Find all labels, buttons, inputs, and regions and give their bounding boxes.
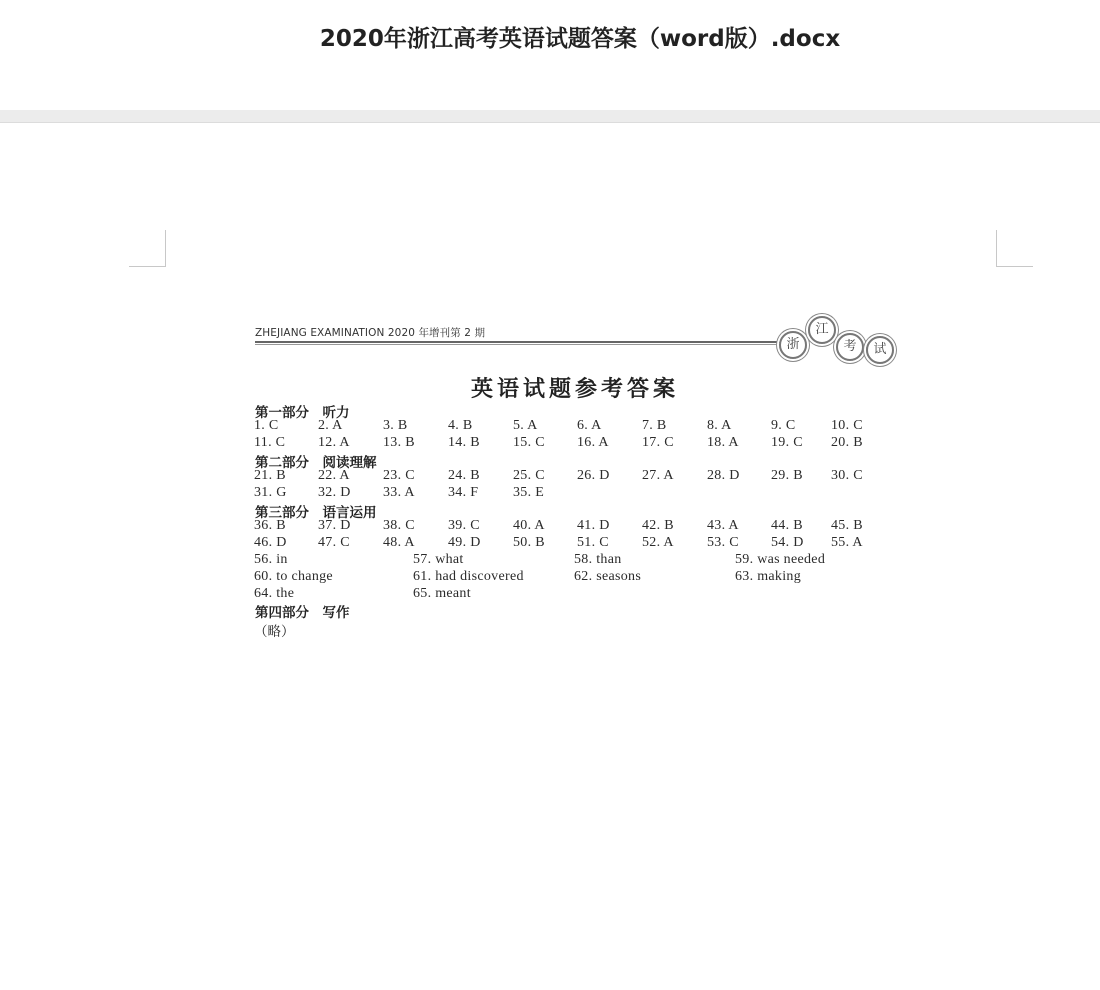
- answer-cell: 51. C: [577, 535, 609, 550]
- fill-in-answer: 59. was needed: [735, 552, 826, 567]
- fill-in-answer: 64. the: [254, 586, 295, 601]
- answer-cell: 3. B: [383, 418, 408, 433]
- answer-row: [230, 535, 910, 551]
- answer-row: [230, 418, 910, 434]
- answer-cell: 54. D: [771, 535, 804, 550]
- answer-cell: 50. B: [513, 535, 545, 550]
- answer-row: [230, 485, 910, 501]
- answer-cell: 11. C: [254, 435, 286, 450]
- seal-stamp: 浙: [779, 331, 807, 359]
- answer-cell: 26. D: [577, 468, 610, 483]
- answer-cell: 29. B: [771, 468, 803, 483]
- answer-cell: 22. A: [318, 468, 350, 483]
- section-heading-listening: 第一部分 听力: [255, 405, 350, 421]
- fill-in-answer: 57. what: [413, 552, 464, 567]
- answer-cell: 43. A: [707, 518, 739, 533]
- fill-in-row: [230, 586, 910, 602]
- answer-cell: 24. B: [448, 468, 480, 483]
- header-rule: [255, 341, 780, 343]
- fill-in-answer: 62. seasons: [574, 569, 642, 584]
- answer-cell: 13. B: [383, 435, 415, 450]
- answer-cell: 31. G: [254, 485, 287, 500]
- section-heading-reading: 第二部分 阅读理解: [255, 455, 377, 471]
- fill-in-row: [230, 569, 910, 585]
- answer-cell: 1. C: [254, 418, 279, 433]
- answer-cell: 20. B: [831, 435, 863, 450]
- fill-in-row: [230, 552, 910, 568]
- fill-in-answer: 60. to change: [254, 569, 333, 584]
- answer-cell: 42. B: [642, 518, 674, 533]
- answer-cell: 36. B: [254, 518, 286, 533]
- answer-cell: 35. E: [513, 485, 545, 500]
- answer-cell: 27. A: [642, 468, 674, 483]
- answer-cell: 17. C: [642, 435, 674, 450]
- answer-cell: 19. C: [771, 435, 803, 450]
- fill-in-answer: 58. than: [574, 552, 622, 567]
- answer-cell: 15. C: [513, 435, 545, 450]
- answer-row: [230, 518, 910, 534]
- answer-cell: 47. C: [318, 535, 350, 550]
- section-heading-language-use: 第三部分 语言运用: [255, 505, 377, 521]
- answer-cell: 39. C: [448, 518, 480, 533]
- answer-cell: 32. D: [318, 485, 351, 500]
- answer-cell: 18. A: [707, 435, 739, 450]
- answer-cell: 8. A: [707, 418, 732, 433]
- section-heading-writing: 第四部分 写作: [255, 605, 350, 621]
- fill-in-answer: 65. meant: [413, 586, 471, 601]
- answer-cell: 44. B: [771, 518, 803, 533]
- answer-cell: 2. A: [318, 418, 343, 433]
- answer-cell: 21. B: [254, 468, 286, 483]
- fill-in-answer: 63. making: [735, 569, 801, 584]
- answer-cell: 12. A: [318, 435, 350, 450]
- answer-cell: 5. A: [513, 418, 538, 433]
- document-title: 2020年浙江高考英语试题答案（word版）.docx: [319, 26, 841, 52]
- answer-cell: 46. D: [254, 535, 287, 550]
- scanned-answer-image: [230, 300, 910, 645]
- answer-cell: 23. C: [383, 468, 415, 483]
- page-margin-corner-left: [129, 230, 166, 267]
- writing-omitted-note: （略）: [254, 624, 295, 640]
- answer-cell: 55. A: [831, 535, 863, 550]
- header-rule-thin: [255, 344, 780, 345]
- seal-stamp: 考: [836, 333, 864, 361]
- answer-cell: 40. A: [513, 518, 545, 533]
- answer-row: [230, 468, 910, 484]
- answer-cell: 16. A: [577, 435, 609, 450]
- answer-cell: 30. C: [831, 468, 863, 483]
- page-margin-corner-right: [996, 230, 1033, 267]
- journal-header: ZHEJIANG EXAMINATION 2020 年增刊第 2 期: [255, 327, 486, 339]
- answer-cell: 52. A: [642, 535, 674, 550]
- answer-cell: 48. A: [383, 535, 415, 550]
- fill-in-answer: 61. had discovered: [413, 569, 524, 584]
- answer-cell: 4. B: [448, 418, 473, 433]
- answer-row: [230, 435, 910, 451]
- seal-stamp: 试: [866, 336, 894, 364]
- answer-key-title: 英语试题参考答案: [470, 376, 679, 402]
- answer-cell: 28. D: [707, 468, 740, 483]
- answer-cell: 49. D: [448, 535, 481, 550]
- answer-cell: 9. C: [771, 418, 796, 433]
- answer-cell: 45. B: [831, 518, 863, 533]
- seal-stamp: 江: [808, 316, 836, 344]
- toolbar-separator: [0, 110, 1100, 123]
- answer-cell: 53. C: [707, 535, 739, 550]
- answer-cell: 6. A: [577, 418, 602, 433]
- answer-cell: 10. C: [831, 418, 863, 433]
- fill-in-answer: 56. in: [254, 552, 288, 567]
- answer-cell: 25. C: [513, 468, 545, 483]
- answer-cell: 38. C: [383, 518, 415, 533]
- answer-cell: 14. B: [448, 435, 480, 450]
- answer-cell: 33. A: [383, 485, 415, 500]
- answer-cell: 37. D: [318, 518, 351, 533]
- answer-cell: 34. F: [448, 485, 479, 500]
- answer-cell: 41. D: [577, 518, 610, 533]
- answer-cell: 7. B: [642, 418, 667, 433]
